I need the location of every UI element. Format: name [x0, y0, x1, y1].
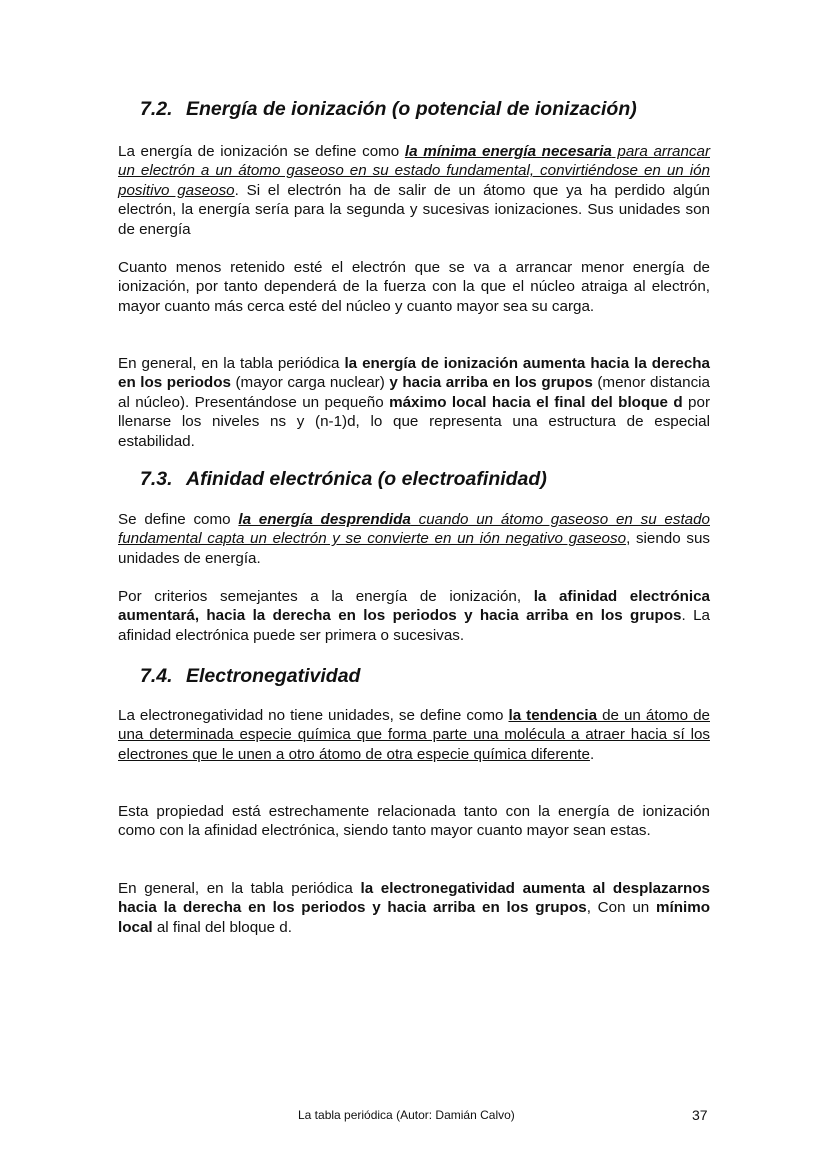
text-run: , Con un [586, 899, 656, 917]
paragraph-affinity-trend [118, 587, 710, 645]
text-run: Se define como [118, 511, 239, 528]
section-heading-7-3 [140, 468, 547, 491]
section-title: Afinidad electrónica (o electroafinidad) [186, 468, 547, 490]
paragraph-electronegativity-relation: Esta propiedad está estrechamente relacionada tanto con la energía de ionización como con la afinidad electrónica, siendo tanto mayor cuanto mayor sean estas. [118, 803, 710, 840]
underlined-definition: cuando un átomo gaseoso en su estado fundamental capta un electrón y se convierte en un ión negativo gaseoso [118, 511, 710, 548]
emphasis-term: la energía desprendida [238, 511, 411, 528]
text-run: al final del bloque d. [152, 918, 292, 936]
bold-run: y hacia arriba en los grupos [389, 374, 593, 392]
bold-run: mínimo local [118, 899, 710, 936]
text-run: Por criterios semejantes a la energía de ionización, [118, 588, 534, 605]
section-number: 7.3. [140, 468, 173, 490]
underlined-definition: para arrancar un electrón a un átomo gaseoso en su estado fundamental, convirtiéndose en un ión positivo gaseoso [118, 143, 710, 199]
text-run: . Si el electrón ha de salir de un átomo que ya ha perdido algún electrón, la energía sería para la segunda y sucesivas ionizaciones. Sus unidades son de energía [118, 181, 710, 238]
bold-run: la electronegatividad aumenta al desplazarnos hacia la derecha en los periodos y hacia arriba en los grupos [118, 880, 710, 917]
page-number: 37 [692, 1107, 708, 1123]
paragraph-electronegativity-trend [118, 879, 710, 937]
text-run: , siendo sus unidades de energía. [118, 530, 710, 567]
emphasis-term: la tendencia [508, 707, 598, 724]
paragraph-ionization-factors: Cuanto menos retenido esté el electrón que se va a arrancar menor energía de ionización, por tanto dependerá de la fuerza con la que el núcleo atraiga al electrón, mayor cuanto más cerca esté del núcleo y cuanto mayor sea su carga. [118, 259, 710, 315]
section-title: Electronegatividad [186, 665, 361, 687]
text-run: . [589, 745, 595, 763]
page-footer [0, 1108, 828, 1126]
text-run: En general, en la tabla periódica [118, 880, 361, 897]
text-run: La energía de ionización se define como [118, 143, 405, 160]
text-run: . La afinidad electrónica puede ser primera o sucesivas. [118, 607, 710, 644]
text-run: (mayor carga nuclear) [230, 374, 390, 392]
text-run: En general, en la tabla periódica [118, 355, 345, 372]
emphasis-term: la mínima energía necesaria [404, 143, 612, 160]
text-run: La electronegatividad no tiene unidades, se define como [118, 707, 509, 724]
underlined-definition: de un átomo de una determinada especie química que forma parte una molécula a atraer hacia sí los electrones que le unen a otro átomo de otra especie química diferente [118, 707, 710, 763]
bold-run: la afinidad electrónica aumentará, hacia la derecha en los periodos y hacia arriba en los grupos [118, 588, 710, 625]
section-heading-7-2 [140, 98, 637, 121]
text-run: (menor distancia al núcleo). Presentándose un pequeño [118, 374, 710, 411]
paragraph-electronegativity-definition [118, 706, 710, 764]
section-number: 7.4. [140, 665, 173, 687]
section-number: 7.2. [140, 98, 173, 120]
paragraph-affinity-definition [118, 510, 710, 568]
paragraph-ionization-definition [118, 142, 710, 239]
section-title: Energía de ionización (o potencial de ionización) [186, 98, 637, 120]
bold-run: máximo local hacia el final del bloque d [389, 393, 683, 411]
text-run: por llenarse los niveles ns y (n-1)d, lo que representa una estructura de especial estabilidad. [118, 393, 711, 450]
bold-run: la energía de ionización aumenta hacia la derecha en los periodos [118, 355, 710, 392]
paragraph-ionization-trend [118, 354, 710, 451]
footer-text: La tabla periódica (Autor: Damián Calvo) [298, 1108, 515, 1122]
section-heading-7-4 [140, 665, 360, 688]
